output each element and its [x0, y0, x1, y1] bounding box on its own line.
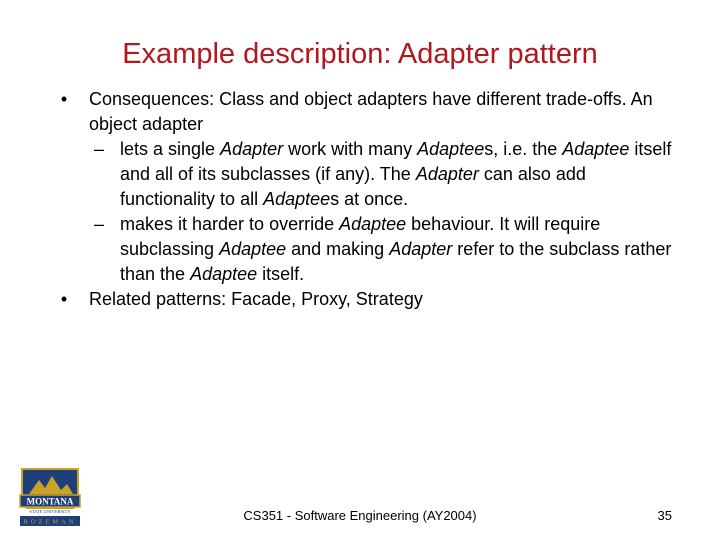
emphasis-adapter: Adapter [389, 239, 453, 259]
emphasis-adaptee: Adaptee [417, 139, 485, 159]
bullet-consequences [56, 87, 676, 137]
text-run: behaviour. It will require subclassing [120, 214, 601, 259]
emphasis-adaptee: Adaptee [219, 239, 287, 259]
dash-marker: – [94, 139, 105, 159]
bullet-marker: • [60, 89, 68, 109]
text-run: s at once. [330, 189, 409, 209]
dash-marker: – [94, 214, 105, 234]
bullet-marker: • [60, 289, 68, 309]
footer-course: CS351 - Software Engineering (AY2004) [243, 508, 477, 523]
slide-title: Example description: Adapter pattern [122, 38, 598, 70]
text-run: itself and all of its subclasses (if any). The [120, 139, 672, 184]
text-run: itself. [257, 264, 305, 284]
emphasis-adapter: Adapter [220, 139, 284, 159]
text-run: work with many [283, 139, 418, 159]
page-number: 35 [657, 508, 672, 523]
bullet-related-patterns [56, 287, 676, 312]
slide-body [56, 87, 676, 312]
text-run: makes it harder to override [120, 214, 340, 234]
logo-city: BOZEMAN [23, 518, 77, 526]
subbullet-override [56, 212, 676, 287]
logo-subtitle: STATE UNIVERSITY [29, 509, 71, 514]
bullet-text: Consequences: Class and object adapters have different trade-offs. An object adapter [89, 89, 653, 134]
emphasis-adapter: Adapter [415, 164, 479, 184]
emphasis-adaptee: Adaptee [339, 214, 407, 234]
text-run: can also add functionality to all [120, 164, 586, 209]
logo-wordmark: MONTANA [26, 496, 74, 507]
text-run: s, i.e. the [484, 139, 563, 159]
emphasis-adaptee: Adaptee [263, 189, 331, 209]
text-run: lets a single [120, 139, 221, 159]
emphasis-adaptee: Adaptee [190, 264, 258, 284]
text-run: and making [286, 239, 390, 259]
subbullet-single-adapter [56, 137, 676, 212]
text-run: refer to the subclass rather than the [120, 239, 672, 284]
emphasis-adaptee: Adaptee [562, 139, 630, 159]
bullet-text: Related patterns: Facade, Proxy, Strategy [89, 289, 423, 309]
